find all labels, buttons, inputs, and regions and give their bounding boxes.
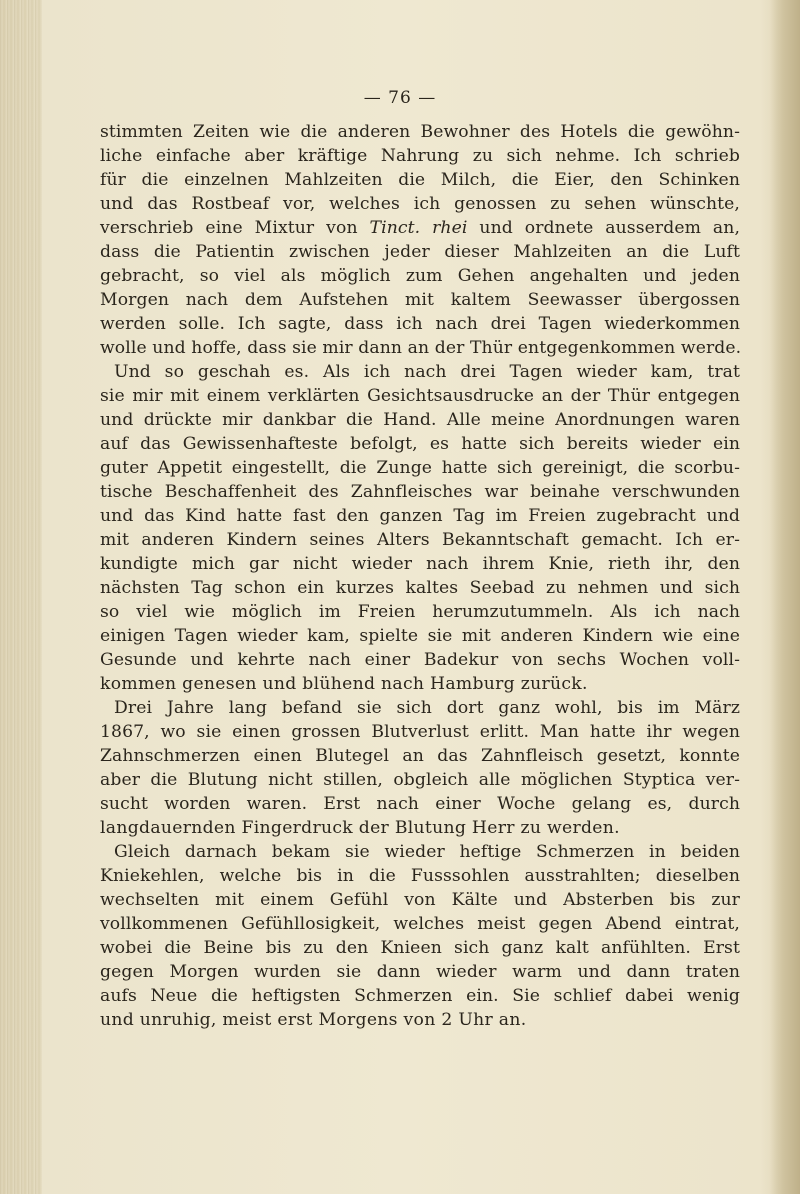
text-segment: verschrieb eine Mixtur von bbox=[100, 218, 370, 238]
text-line: 1867, wo sie einen grossen Blutverlust erlitt. Man hatte ihr wegen bbox=[100, 722, 740, 742]
text-line: aufs Neue die heftigsten Schmerzen ein. Sie schlief dabei wenig bbox=[100, 986, 740, 1006]
text-line: Kniekehlen, welche bis in die Fusssohlen ausstrahlten; dieselben bbox=[100, 866, 740, 886]
paragraph-end-line: kommen genesen und blühend nach Hamburg zurück. bbox=[100, 674, 588, 694]
page-gutter-shadow bbox=[0, 0, 42, 1194]
italic-term: Tinct. rhei bbox=[369, 218, 468, 238]
text-line: liche einfache aber kräftige Nahrung zu sich nehme. Ich schrieb bbox=[100, 146, 740, 166]
text-line: Gesunde und kehrte nach einer Badekur von sechs Wochen voll- bbox=[100, 650, 740, 670]
text-line: für die einzelnen Mahlzeiten die Milch, die Eier, den Schinken bbox=[100, 170, 740, 190]
text-line: aber die Blutung nicht stillen, obgleich alle möglichen Styptica ver- bbox=[100, 770, 740, 790]
text-line: auf das Gewissenhafteste befolgt, es hatte sich bereits wieder ein bbox=[100, 434, 740, 454]
text-line: stimmten Zeiten wie die anderen Bewohner des Hotels die gewöhn- bbox=[100, 122, 740, 142]
text-line: gegen Morgen wurden sie dann wieder warm und dann traten bbox=[100, 962, 740, 982]
text-line: wechselten mit einem Gefühl von Kälte und Absterben bis zur bbox=[100, 890, 740, 910]
page-number: — 76 — bbox=[363, 88, 437, 108]
text-line: Morgen nach dem Aufstehen mit kaltem Seewasser übergossen bbox=[100, 290, 740, 310]
body-text bbox=[100, 120, 740, 1032]
paragraph-start-line: Und so geschah es. Als ich nach drei Tagen wieder kam, trat bbox=[114, 362, 740, 382]
paragraph-end-line: langdauernden Fingerdruck der Blutung Herr zu werden. bbox=[100, 818, 620, 838]
text-line: gebracht, so viel als möglich zum Gehen angehalten und jeden bbox=[100, 266, 740, 286]
text-line: tische Beschaffenheit des Zahnfleisches war beinahe verschwunden bbox=[100, 482, 740, 502]
text-line: einigen Tagen wieder kam, spielte sie mit anderen Kindern wie eine bbox=[100, 626, 740, 646]
text-segment: und ordnete ausserdem an, bbox=[467, 218, 741, 238]
paragraph-start-line: Drei Jahre lang befand sie sich dort ganz wohl, bis im März bbox=[114, 698, 740, 718]
text-line: sie mir mit einem verklärten Gesichtsausdrucke an der Thür entgegen bbox=[100, 386, 740, 406]
text-line: so viel wie möglich im Freien herumzutummeln. Als ich nach bbox=[100, 602, 740, 622]
text-line: vollkommenen Gefühllosigkeit, welches meist gegen Abend eintrat, bbox=[100, 914, 740, 934]
paragraph-start-line: Gleich darnach bekam sie wieder heftige Schmerzen in beiden bbox=[114, 842, 740, 862]
text-line: Zahnschmerzen einen Blutegel an das Zahnfleisch gesetzt, konnte bbox=[100, 746, 740, 766]
text-line: sucht worden waren. Erst nach einer Woche gelang es, durch bbox=[100, 794, 740, 814]
text-line: dass die Patientin zwischen jeder dieser Mahlzeiten an die Luft bbox=[100, 242, 740, 262]
text-line: wobei die Beine bis zu den Knieen sich ganz kalt anfühlten. Erst bbox=[100, 938, 740, 958]
text-line: nächsten Tag schon ein kurzes kaltes Seebad zu nehmen und sich bbox=[100, 578, 740, 598]
text-line: kundigte mich gar nicht wieder nach ihrem Knie, rieth ihr, den bbox=[100, 554, 740, 574]
page-edge-shadow bbox=[770, 0, 800, 1194]
text-line: und das Kind hatte fast den ganzen Tag im Freien zugebracht und bbox=[100, 506, 740, 526]
paragraph-end-line: und unruhig, meist erst Morgens von 2 Uhr an. bbox=[100, 1010, 527, 1030]
text-line: werden solle. Ich sagte, dass ich nach drei Tagen wiederkommen bbox=[100, 314, 740, 334]
text-line: und das Rostbeaf vor, welches ich genossen zu sehen wünschte, bbox=[100, 194, 740, 214]
text-line-with-italic bbox=[100, 216, 740, 240]
text-line: wolle und hoffe, dass sie mir dann an der Thür entgegenkommen werde. bbox=[100, 338, 742, 358]
text-line: und drückte mir dankbar die Hand. Alle meine Anordnungen waren bbox=[100, 410, 740, 430]
text-line: guter Appetit eingestellt, die Zunge hatte sich gereinigt, die scorbu- bbox=[100, 458, 740, 478]
text-line: mit anderen Kindern seines Alters Bekanntschaft gemacht. Ich er- bbox=[100, 530, 740, 550]
